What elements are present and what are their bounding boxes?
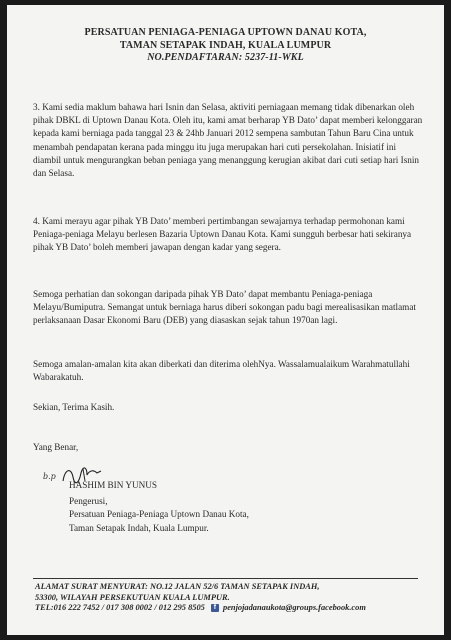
letter-footer — [35, 582, 366, 614]
footer-email[interactable]: penjojadanaukota@groups.facebook.com — [223, 603, 366, 612]
paragraph-regards: Yang Benar, — [33, 442, 79, 452]
footer-contacts — [35, 603, 366, 614]
paragraph-closing: Semoga amalan-amalan kita akan diberkati dan diterima olehNya. Wassalamualaikum Warahmatullahi Wabarakatuh. — [33, 359, 410, 383]
header-location: TAMAN SETAPAK INDAH, KUALA LUMPUR — [119, 39, 332, 51]
paragraph-3: 3. Kami sedia maklum bahawa hari Isnin dan Selasa, aktiviti perniagaan memang tidak dibenarkan oleh pihak DBKL di Uptown Danau Kota. Oleh itu, kami amat berharap YB Dato’ dapat memberi kelonggaran kepada kami berniaga pada tanggal 23 & 24hb Januari 2012 sempena sambutan Tahun Baru Cina untuk menambah pendapatan kerana pada minggu itu juga merupakan hari cuti persekolahan. Inisiatif ini diambil untuk mengurangkan beban peniaga yang menanggung kerugian akibat dari cuti setiap hari Isnin dan Selasa. — [33, 102, 423, 179]
header-org-name: PERSATUAN PENIAGA-PENIAGA UPTOWN DANAU KOTA, — [84, 27, 367, 38]
paragraph-thanks: Sekian, Terima Kasih. — [33, 402, 115, 412]
footer-phone: TEL:016 222 7452 / 017 308 0002 / 012 295 8505 — [35, 603, 205, 612]
signatory-block — [69, 471, 249, 535]
letter-page — [7, 5, 444, 635]
header-registration: NO.PENDAFTARAN: 5237-11-WKL — [147, 52, 304, 63]
signatory-place: Taman Setapak Indah, Kuala Lumpur. — [69, 522, 209, 533]
footer-address-1: ALAMAT SURAT MENYURAT: NO.12 JALAN 52/6 TAMAN SETAPAK INDAH, — [35, 582, 320, 591]
footer-divider — [33, 578, 418, 579]
paragraph-support: Semoga perhatian dan sokongan daripada pihak YB Dato’ dapat membantu Peniaga-peniaga Melayu/Bumiputra. Semangat untuk berniaga harus diberi sokongan padu bagi merealisasikan matlamat perlaksanaan Dasar Ekonomi Baru (DEB) yang diasaskan sejak tahun 1970an lagi. — [33, 289, 416, 326]
signatory-org: Persatuan Peniaga-Peniaga Uptown Danau Kota, — [69, 509, 249, 520]
letter-header — [7, 27, 444, 65]
paragraph-4: 4. Kami merayu agar pihak YB Dato’ memberi pertimbangan sewajarnya terhadap permohonan kami Peniaga-peniaga Melayu berlesen Bazaria Uptown Danau Kota. Kami sungguh berbesar hati sekiranya pihak YB Dato’ boleh memberi jawapan dengan kadar yang segera. — [33, 216, 412, 253]
footer-address-2: 53300, WILAYAH PERSEKUTUAN KUALA LUMPUR. — [35, 592, 230, 602]
facebook-icon: f — [211, 604, 219, 612]
signature-bp-text: b.p — [43, 472, 56, 481]
signatory-title: Pengerusi, — [69, 496, 108, 507]
signatory-name: HASHIM BIN YUNUS — [69, 480, 157, 490]
